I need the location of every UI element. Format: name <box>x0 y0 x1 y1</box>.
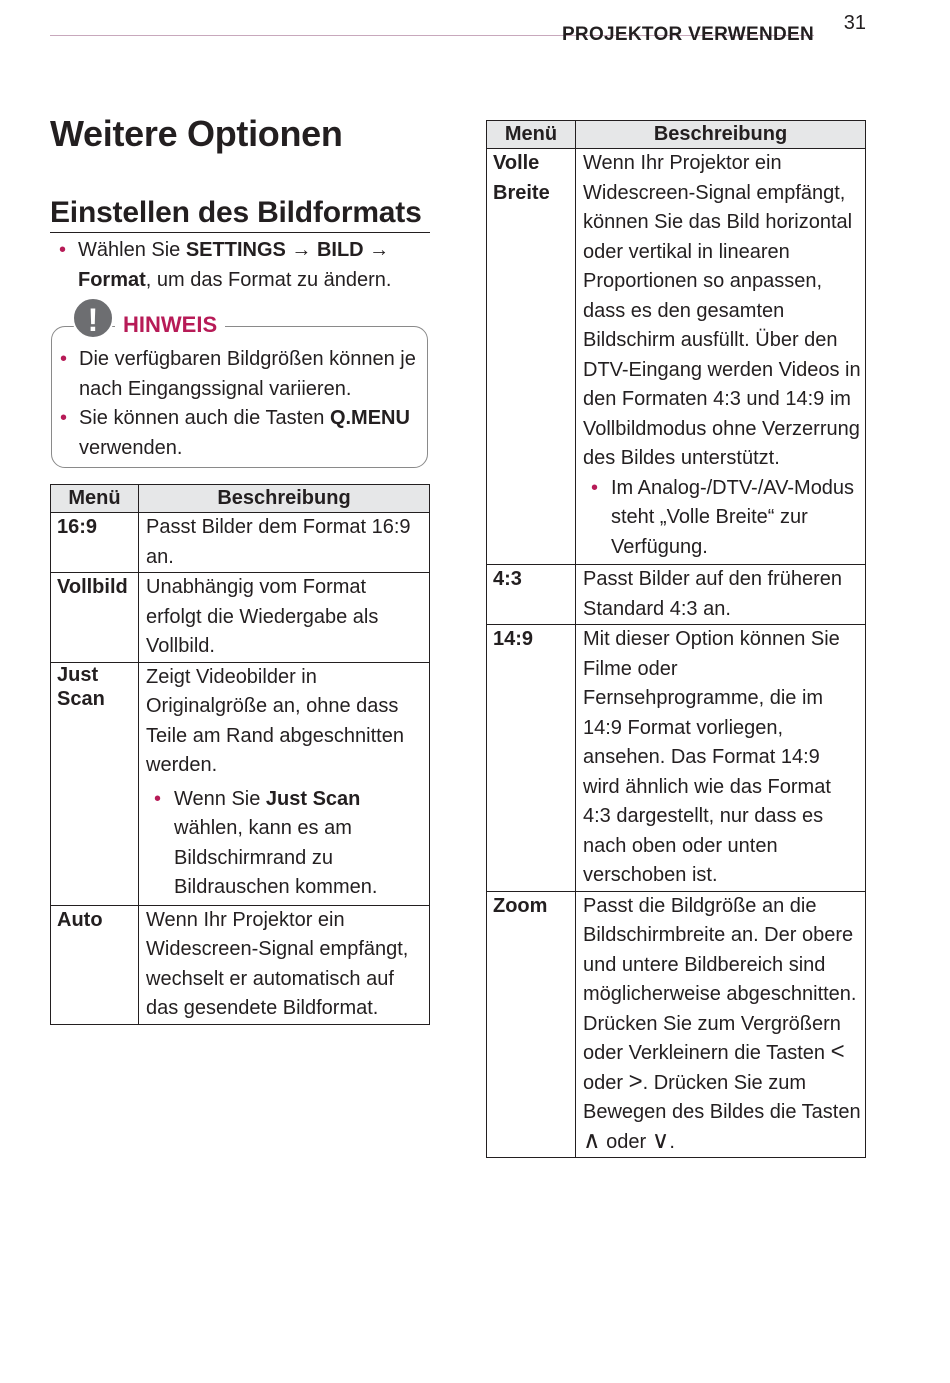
bullet-icon: • <box>591 476 599 499</box>
row-menu: Zoom <box>487 891 576 1158</box>
row-menu: Just Scan <box>51 662 139 905</box>
note-item-text: Die verfügbaren Bildgrößen können je nach Eingangssignal variieren. <box>79 348 416 400</box>
row-description: Wenn Ihr Projektor ein Widescreen-Signal empfängt, können Sie das Bild horizontal oder vertikal in linearen Proportionen so anpassen, dass es den gesamten Bildschirm ausfüllt. Über den DTV-Eingang werden Videos in den Formaten 4:3 und 14:9 im Vollbildmodus ohne Verzerrung des Bildes unterstützt. <box>583 152 861 469</box>
table-header-row <box>51 485 430 513</box>
column-header-menu: Menü <box>51 485 139 513</box>
row-menu: 14:9 <box>487 625 576 892</box>
table-row <box>487 149 866 565</box>
note-item-prefix: Sie können auch die Tasten <box>79 407 330 429</box>
zoom-text-or: oder <box>600 1130 652 1153</box>
row-description: Unabhängig vom Format erfolgt die Wiedergabe als Vollbild. <box>139 573 430 663</box>
row-bullet-prefix: Wenn Sie <box>174 787 266 810</box>
bullet-icon: • <box>60 348 68 370</box>
intro-suffix: , um das Format zu ändern. <box>145 268 392 291</box>
arrow-left-icon: < <box>830 1038 845 1065</box>
zoom-text-end: . <box>669 1130 675 1153</box>
table-row <box>51 905 430 1024</box>
note-box <box>51 302 428 468</box>
row-menu: 16:9 <box>51 513 139 573</box>
table-row <box>51 513 430 573</box>
page-title: Weitere Optionen <box>50 113 343 154</box>
row-description: Zeigt Videobilder in Originalgröße an, ohne dass Teile am Rand abgeschnitten werden. <box>146 665 404 776</box>
intro-bullet <box>51 236 426 295</box>
table-row <box>51 573 430 663</box>
row-menu: 4:3 <box>487 565 576 625</box>
zoom-text-or: oder <box>583 1071 629 1094</box>
table-row <box>487 891 866 1158</box>
row-bullet-bold: Just Scan <box>265 787 361 810</box>
note-item-key: Q.MENU <box>329 407 410 429</box>
row-bullet <box>146 785 425 903</box>
table-header-row <box>487 121 866 149</box>
header-title: PROJEKTOR VERWENDEN <box>561 24 814 45</box>
row-bullet-text: Im Analog-/DTV-/AV-Modus steht „Volle Breite“ zur Verfügung. <box>611 476 855 558</box>
intro-path: SETTINGS → BILD → Format <box>78 239 390 291</box>
row-description-cell <box>576 891 866 1158</box>
row-bullet <box>583 474 861 563</box>
note-item <box>52 345 422 404</box>
row-description: Passt Bilder auf den früheren Standard 4:3 an. <box>576 565 866 625</box>
row-menu: Volle Breite <box>487 149 576 565</box>
format-table-left <box>50 484 430 1025</box>
row-description: Passt Bilder dem Format 16:9 an. <box>139 513 430 573</box>
section-heading: Einstellen des Bildformats <box>50 196 430 233</box>
row-description: Mit dieser Option können Sie Filme oder Fernsehprogramme, die im 14:9 Format vorliegen, ansehen. Das Format 14:9 wird ähnlich wie das Format 4:3 dargestellt, nur dass es nach oben oder unten verschoben ist. <box>576 625 866 892</box>
table-row <box>51 662 430 905</box>
note-list <box>52 345 422 463</box>
row-bullet-suffix: wählen, kann es am Bildschirmrand zu Bildrauschen kommen. <box>174 817 378 898</box>
column-header-menu: Menü <box>487 121 576 149</box>
arrow-right-icon: > <box>628 1067 643 1095</box>
bullet-icon: • <box>59 239 67 261</box>
exclamation-icon: ! <box>72 297 114 339</box>
zoom-text-b: . Drücken Sie zum Bewegen des Bildes die Tasten <box>583 1071 861 1123</box>
bullet-icon: • <box>154 787 162 810</box>
bullet-icon: • <box>60 407 68 429</box>
row-menu: Auto <box>51 905 139 1024</box>
row-menu: Vollbild <box>51 573 139 663</box>
format-table-right <box>486 120 866 1158</box>
page-header <box>50 10 866 45</box>
column-header-description: Beschreibung <box>576 121 866 149</box>
arrow-up-icon: ∧ <box>583 1126 601 1154</box>
note-item-suffix: verwenden. <box>79 436 183 459</box>
zoom-keys-text <box>583 1010 861 1158</box>
intro-prefix: Wählen Sie <box>78 239 186 261</box>
row-description: Wenn Ihr Projektor ein Widescreen-Signal empfängt, wechselt er automatisch auf das gesendete Bildformat. <box>139 905 430 1024</box>
row-description: Passt die Bildgröße an die Bildschirmbreite an. Der obere und untere Bildbereich sind möglicherweise abgeschnitten. <box>583 894 857 1005</box>
note-item <box>52 404 422 463</box>
row-description-cell <box>576 149 866 565</box>
zoom-text-a: Drücken Sie zum Vergrößern oder Verkleinern die Tasten <box>583 1012 841 1064</box>
page-number: 31 <box>843 12 866 34</box>
row-description-cell <box>139 662 430 905</box>
note-label: HINWEIS <box>115 312 225 338</box>
table-row <box>487 625 866 892</box>
column-header-description: Beschreibung <box>139 485 430 513</box>
arrow-down-icon: ∨ <box>651 1126 670 1154</box>
table-row <box>487 565 866 625</box>
